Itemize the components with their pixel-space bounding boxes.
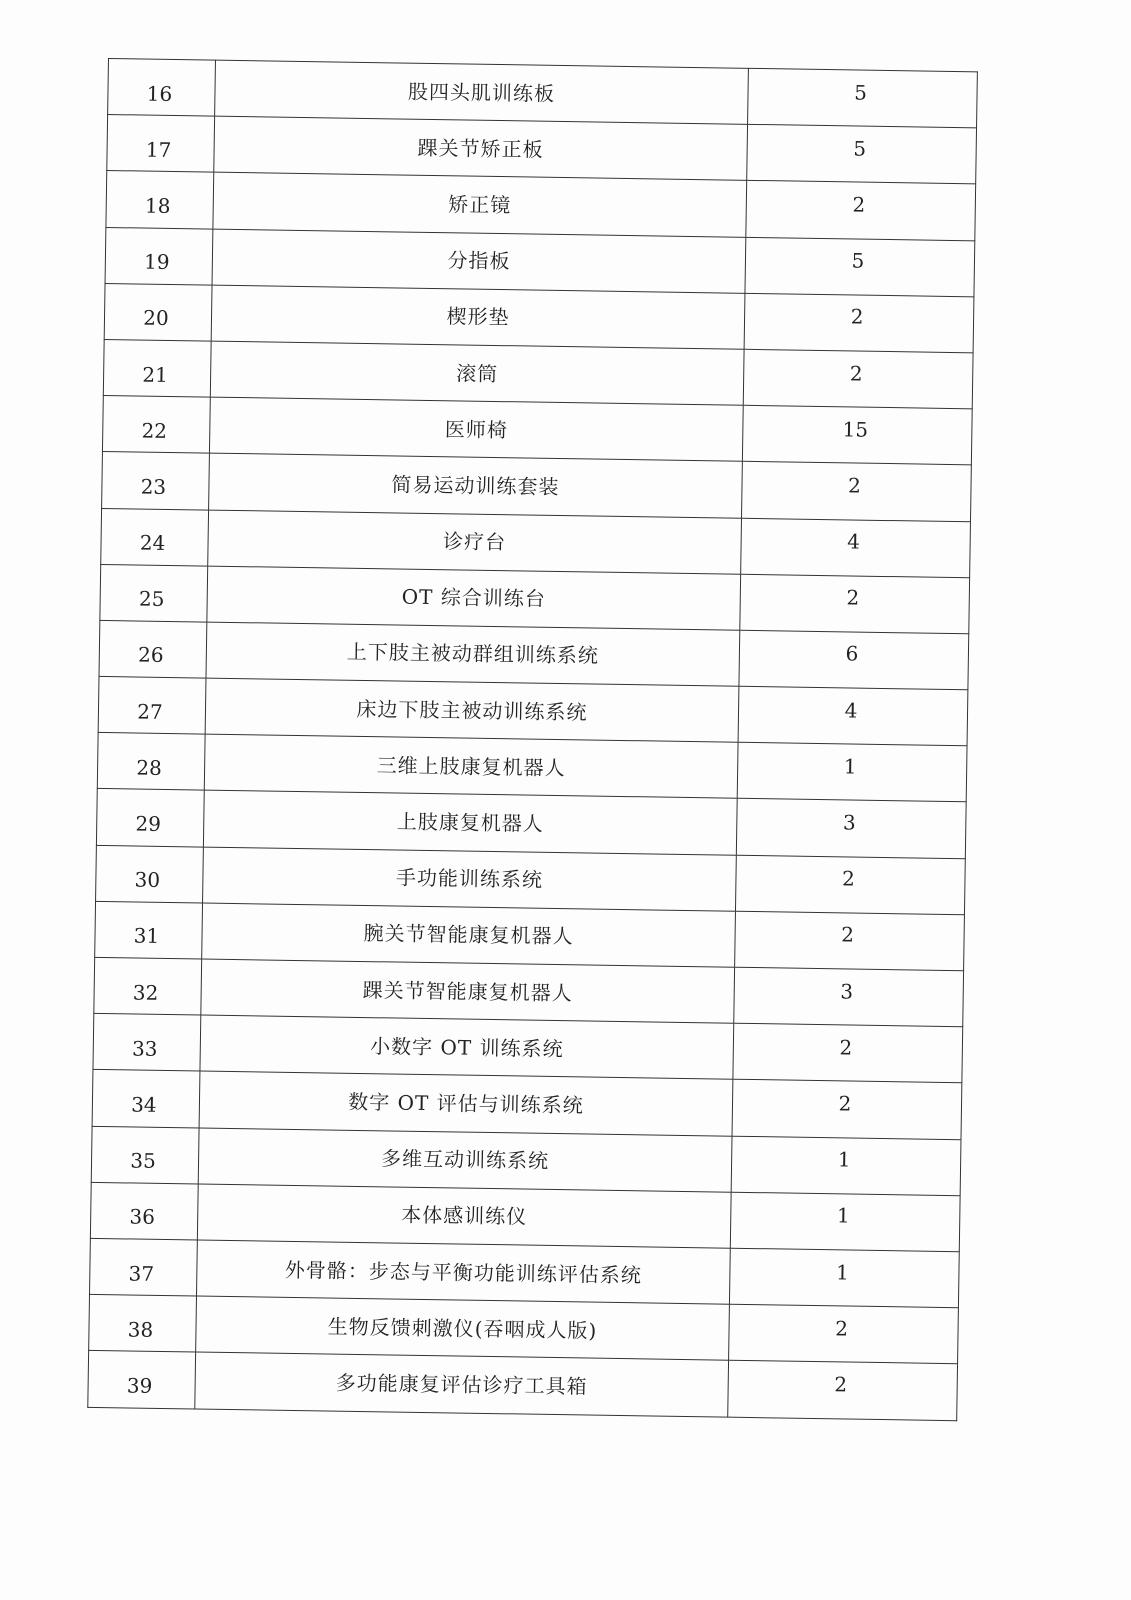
quantity-text: 1	[836, 1203, 850, 1228]
row-number-cell	[103, 339, 211, 397]
item-name-text: 诊疗台	[442, 529, 507, 555]
quantity-text: 1	[835, 1259, 849, 1285]
item-name-text: 踝关节智能康复机器人	[362, 977, 573, 1005]
row-number-text: 29	[135, 811, 162, 836]
row-number-text: 23	[140, 474, 167, 499]
item-name-text: 三维上肢康复机器人	[376, 753, 566, 780]
item-name-cell	[215, 60, 749, 124]
row-number-cell	[91, 1126, 199, 1184]
item-name-cell	[198, 1128, 732, 1192]
quantity-text: 2	[841, 866, 856, 891]
item-name-cell	[211, 285, 745, 349]
item-name-text: 多功能康复评估诊疗工具箱	[335, 1370, 588, 1399]
row-number-cell	[106, 171, 214, 229]
item-name-text: 医师椅	[444, 416, 509, 442]
quantity-text: 4	[847, 529, 861, 554]
item-name-text: 简易运动训练套装	[391, 472, 560, 499]
item-name-text: 腕关节智能康复机器人	[363, 921, 574, 949]
row-number-text: 24	[139, 530, 166, 556]
item-name-cell	[196, 1240, 730, 1304]
quantity-cell	[745, 237, 975, 297]
quantity-cell	[742, 462, 972, 522]
row-number-cell	[88, 1351, 196, 1409]
quantity-text: 2	[849, 360, 863, 386]
quantity-cell	[736, 799, 966, 859]
row-number-cell	[95, 901, 203, 959]
row-number-cell	[96, 845, 204, 903]
quantity-cell	[743, 349, 973, 409]
quantity-text: 2	[852, 192, 866, 217]
row-number-text: 20	[143, 305, 169, 331]
item-name-text: 小数字 OT 训练系统	[369, 1033, 564, 1061]
item-name-text: 本体感训练仪	[401, 1202, 528, 1229]
item-name-cell	[199, 1071, 733, 1135]
row-number-text: 21	[142, 362, 169, 387]
item-name-cell	[209, 453, 743, 517]
item-name-cell	[210, 341, 744, 405]
item-name-cell	[196, 1296, 730, 1360]
row-number-text: 19	[143, 249, 170, 275]
item-name-cell	[206, 622, 740, 686]
item-name-text: 矫正镜	[448, 192, 512, 218]
item-name-cell	[205, 678, 739, 742]
quantity-text: 2	[835, 1316, 849, 1341]
quantity-text: 2	[838, 1091, 852, 1116]
quantity-cell	[741, 518, 971, 578]
row-number-text: 16	[146, 81, 173, 106]
quantity-cell	[748, 68, 978, 128]
quantity-text: 5	[851, 248, 865, 273]
quantity-text: 3	[840, 978, 854, 1004]
row-number-text: 34	[131, 1092, 157, 1117]
row-number-text: 37	[128, 1260, 155, 1286]
row-number-text: 33	[131, 1036, 158, 1061]
quantity-text: 2	[847, 473, 862, 498]
quantity-cell	[735, 855, 965, 915]
table-body	[88, 59, 978, 1421]
row-number-cell	[102, 396, 210, 454]
row-number-cell	[101, 508, 209, 566]
table-row	[88, 1351, 958, 1421]
quantity-text: 2	[841, 922, 855, 947]
item-name-text: 外骨骼：步态与平衡功能训练评估系统	[284, 1257, 643, 1287]
quantity-text: 5	[854, 80, 868, 105]
quantity-cell	[747, 125, 977, 185]
row-number-text: 39	[126, 1373, 153, 1398]
row-number-text: 22	[141, 418, 168, 443]
row-number-cell	[90, 1182, 198, 1240]
row-number-text: 26	[137, 643, 164, 668]
row-number-cell	[96, 789, 204, 847]
row-number-cell	[108, 59, 216, 117]
quantity-cell	[738, 686, 968, 746]
item-name-cell	[195, 1352, 729, 1416]
item-name-cell	[214, 116, 748, 180]
quantity-cell	[737, 743, 967, 803]
quantity-text: 6	[845, 641, 859, 667]
quantity-cell	[729, 1304, 959, 1364]
item-name-cell	[204, 734, 738, 798]
item-name-cell	[203, 791, 737, 855]
row-number-cell	[92, 1070, 200, 1128]
quantity-cell	[729, 1248, 959, 1308]
item-name-text: 床边下肢主被动训练系统	[356, 696, 588, 725]
row-number-text: 31	[133, 923, 160, 949]
item-name-cell	[209, 397, 743, 461]
row-number-text: 27	[137, 699, 163, 724]
row-number-text: 38	[127, 1317, 154, 1342]
row-number-cell	[104, 283, 212, 341]
item-name-text: 滚筒	[456, 360, 499, 386]
row-number-text: 18	[144, 193, 171, 218]
quantity-text: 2	[846, 585, 860, 610]
row-number-text: 30	[134, 867, 161, 893]
quantity-text: 2	[839, 1035, 853, 1060]
item-name-cell	[213, 173, 747, 237]
row-number-cell	[99, 620, 207, 678]
item-name-text: 踝关节矫正板	[417, 135, 544, 162]
item-name-text: 上下肢主被动群组训练系统	[346, 640, 600, 669]
quantity-cell	[728, 1360, 958, 1420]
item-name-cell	[202, 903, 736, 967]
row-number-text: 35	[130, 1148, 156, 1174]
item-name-text: 多维互动训练系统	[380, 1146, 550, 1174]
item-name-text: OT 综合训练台	[401, 584, 546, 612]
equipment-table	[87, 58, 978, 1421]
row-number-cell	[93, 1014, 201, 1072]
quantity-cell	[739, 630, 969, 690]
item-name-cell	[207, 566, 741, 630]
item-name-text: 数字 OT 评估与训练系统	[348, 1089, 584, 1118]
item-name-text: 股四头肌训练板	[407, 79, 556, 106]
item-name-text: 手功能训练系统	[395, 865, 544, 892]
quantity-cell	[731, 1136, 961, 1196]
row-number-cell	[102, 452, 210, 510]
row-number-cell	[94, 957, 202, 1015]
quantity-text: 4	[844, 698, 858, 723]
row-number-text: 32	[132, 980, 159, 1005]
item-name-cell	[200, 1015, 734, 1079]
quantity-cell	[735, 911, 965, 971]
row-number-cell	[89, 1294, 197, 1352]
item-name-text: 分指板	[447, 248, 511, 274]
row-number-text: 17	[145, 137, 172, 162]
item-name-text: 生物反馈刺激仪(吞咽成人版)	[327, 1314, 598, 1343]
item-name-cell	[197, 1184, 731, 1248]
quantity-text: 2	[834, 1372, 848, 1397]
quantity-cell	[732, 1080, 962, 1140]
row-number-text: 25	[138, 586, 165, 612]
item-name-text: 楔形垫	[446, 304, 510, 330]
quantity-text: 3	[842, 810, 856, 835]
row-number-cell	[98, 676, 206, 734]
quantity-cell	[734, 967, 964, 1027]
quantity-text: 5	[853, 136, 867, 161]
quantity-cell	[733, 1023, 963, 1083]
equipment-table-wrapper	[87, 58, 974, 1421]
item-name-cell	[203, 847, 737, 911]
row-number-cell	[97, 733, 205, 791]
item-name-cell	[201, 959, 735, 1023]
quantity-cell	[730, 1192, 960, 1252]
item-name-cell	[208, 510, 742, 574]
quantity-text: 1	[843, 754, 857, 779]
item-name-text: 上肢康复机器人	[396, 809, 544, 836]
quantity-text: 15	[842, 417, 869, 442]
quantity-cell	[742, 405, 972, 465]
quantity-cell	[744, 293, 974, 353]
quantity-text: 2	[850, 304, 864, 329]
row-number-cell	[100, 564, 208, 622]
quantity-text: 1	[837, 1147, 851, 1172]
row-number-cell	[107, 115, 215, 173]
quantity-cell	[740, 574, 970, 634]
row-number-text: 36	[129, 1204, 156, 1230]
row-number-cell	[105, 227, 213, 285]
quantity-cell	[746, 181, 976, 241]
item-name-cell	[212, 229, 746, 293]
row-number-text: 28	[136, 755, 163, 780]
row-number-cell	[90, 1238, 198, 1296]
